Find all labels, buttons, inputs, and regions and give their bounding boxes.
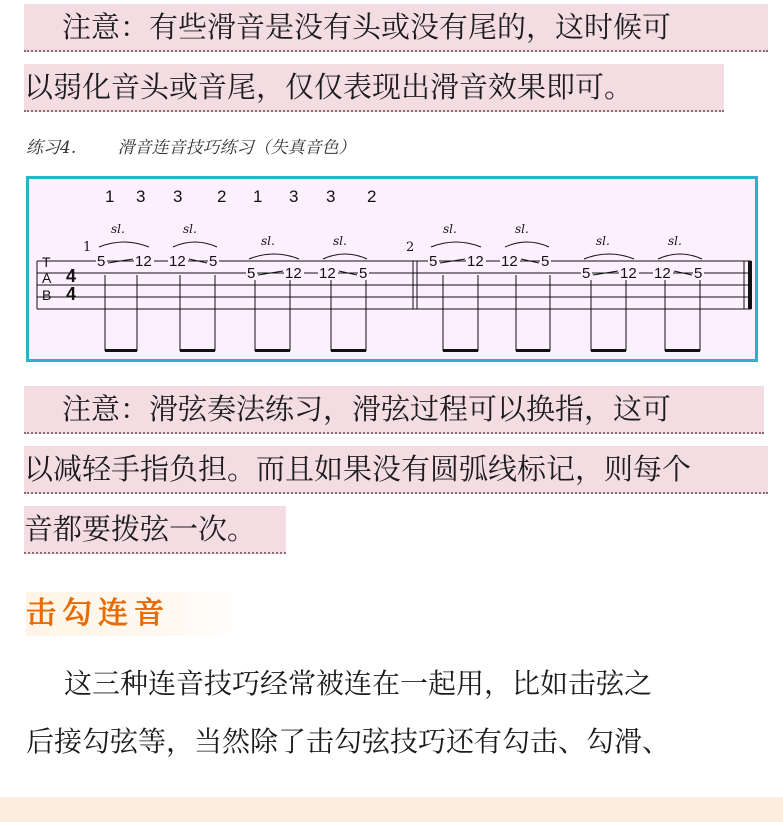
note-beam (516, 349, 550, 352)
slur-arc (323, 254, 367, 259)
slur-arc (431, 242, 481, 247)
body-text-1: 这三种连音技巧经常被连在一起用，比如击弦之 (64, 667, 653, 700)
fingering-number: 3 (289, 187, 299, 206)
fingering-number: 3 (136, 187, 146, 206)
slide-label: sl. (111, 222, 125, 236)
slide-label: sl. (333, 234, 347, 248)
time-sig-top: 4 (66, 266, 77, 286)
fret-number: 12 (620, 265, 637, 282)
slide-label: sl. (443, 222, 457, 236)
note2-text-3: 音都要拨弦一次。 (24, 512, 257, 546)
barline-end-thick (748, 261, 752, 309)
note1-line2 (24, 64, 724, 112)
note-beam (331, 349, 366, 352)
slur-arc (658, 254, 702, 259)
note-beam (443, 349, 478, 352)
fingering-number: 2 (367, 187, 377, 206)
slide-label: sl. (668, 234, 682, 248)
note-beam (255, 349, 290, 352)
note-beam (591, 349, 626, 352)
note1-text-1: 注意：有些滑音是没有头或没有尾的，这时候可 (62, 10, 672, 44)
fingering-numbers (105, 187, 376, 206)
note2-text-2: 以减轻手指负担。而且如果没有圆弧线标记，则每个 (24, 452, 692, 486)
fingering-number: 2 (217, 187, 227, 206)
footer-band (0, 797, 783, 822)
fingering-number: 3 (326, 187, 336, 206)
fret-number: 5 (541, 253, 550, 270)
fingering-number: 1 (253, 187, 263, 206)
section-heading (26, 592, 242, 636)
tablature-panel (26, 176, 758, 362)
note2-line3 (24, 506, 286, 554)
body-text-2: 后接勾弦等，当然除了击勾弦技巧还有勾击、勾滑、 (26, 725, 671, 758)
fret-number: 12 (135, 253, 152, 270)
fret-number: 5 (359, 265, 368, 282)
fret-number: 5 (694, 265, 703, 282)
tablature-svg (29, 179, 755, 359)
fret-number: 5 (247, 265, 256, 282)
slur-arc (584, 254, 634, 259)
body-line-1 (26, 662, 652, 706)
note-beam (665, 349, 700, 352)
section-heading-text: 击勾连音 (26, 596, 170, 631)
body-line-2 (26, 720, 670, 764)
slide-label: sl. (515, 222, 529, 236)
fret-number: 12 (319, 265, 336, 282)
note-beam (180, 349, 215, 352)
measure-number: 1 (83, 240, 92, 255)
fingering-number: 3 (173, 187, 183, 206)
fret-number: 12 (501, 253, 518, 270)
fret-number: 12 (467, 253, 484, 270)
tab-clef-letter: A (42, 270, 52, 286)
note1-text-2: 以弱化音头或音尾，仅仅表现出滑音效果即可。 (24, 70, 634, 104)
fret-number: 5 (582, 265, 591, 282)
fingering-number: 1 (105, 187, 115, 206)
note1-line1 (24, 4, 768, 52)
slide-label: sl. (596, 234, 610, 248)
fret-number: 12 (285, 265, 302, 282)
fret-number: 12 (654, 265, 671, 282)
note2-text-1: 注意：滑弦奏法练习，滑弦过程可以换指，这可 (62, 392, 672, 426)
time-sig-bottom: 4 (66, 284, 77, 304)
tab-staff (37, 240, 752, 309)
slide-label: sl. (261, 234, 275, 248)
tab-notes (96, 253, 704, 352)
measure-number: 2 (406, 240, 415, 255)
fret-number: 5 (429, 253, 438, 270)
note-beam (105, 349, 137, 352)
exercise-number: 练习4. (26, 138, 77, 158)
slide-marks (99, 222, 702, 275)
slide-label: sl. (183, 222, 197, 236)
slur-arc (505, 242, 549, 247)
slur-arc (249, 254, 299, 259)
exercise-caption (26, 133, 356, 158)
slur-arc (99, 242, 149, 247)
note2-line2 (24, 446, 768, 494)
slur-arc (173, 242, 217, 247)
note2-line1 (24, 386, 764, 434)
tab-clef-letter: B (42, 287, 52, 303)
fret-number: 5 (209, 253, 218, 270)
exercise-title: 滑音连音技巧练习（失真音色） (117, 138, 356, 158)
fret-number: 12 (169, 253, 186, 270)
tab-clef-letter: T (42, 254, 51, 270)
fret-number: 5 (97, 253, 106, 270)
